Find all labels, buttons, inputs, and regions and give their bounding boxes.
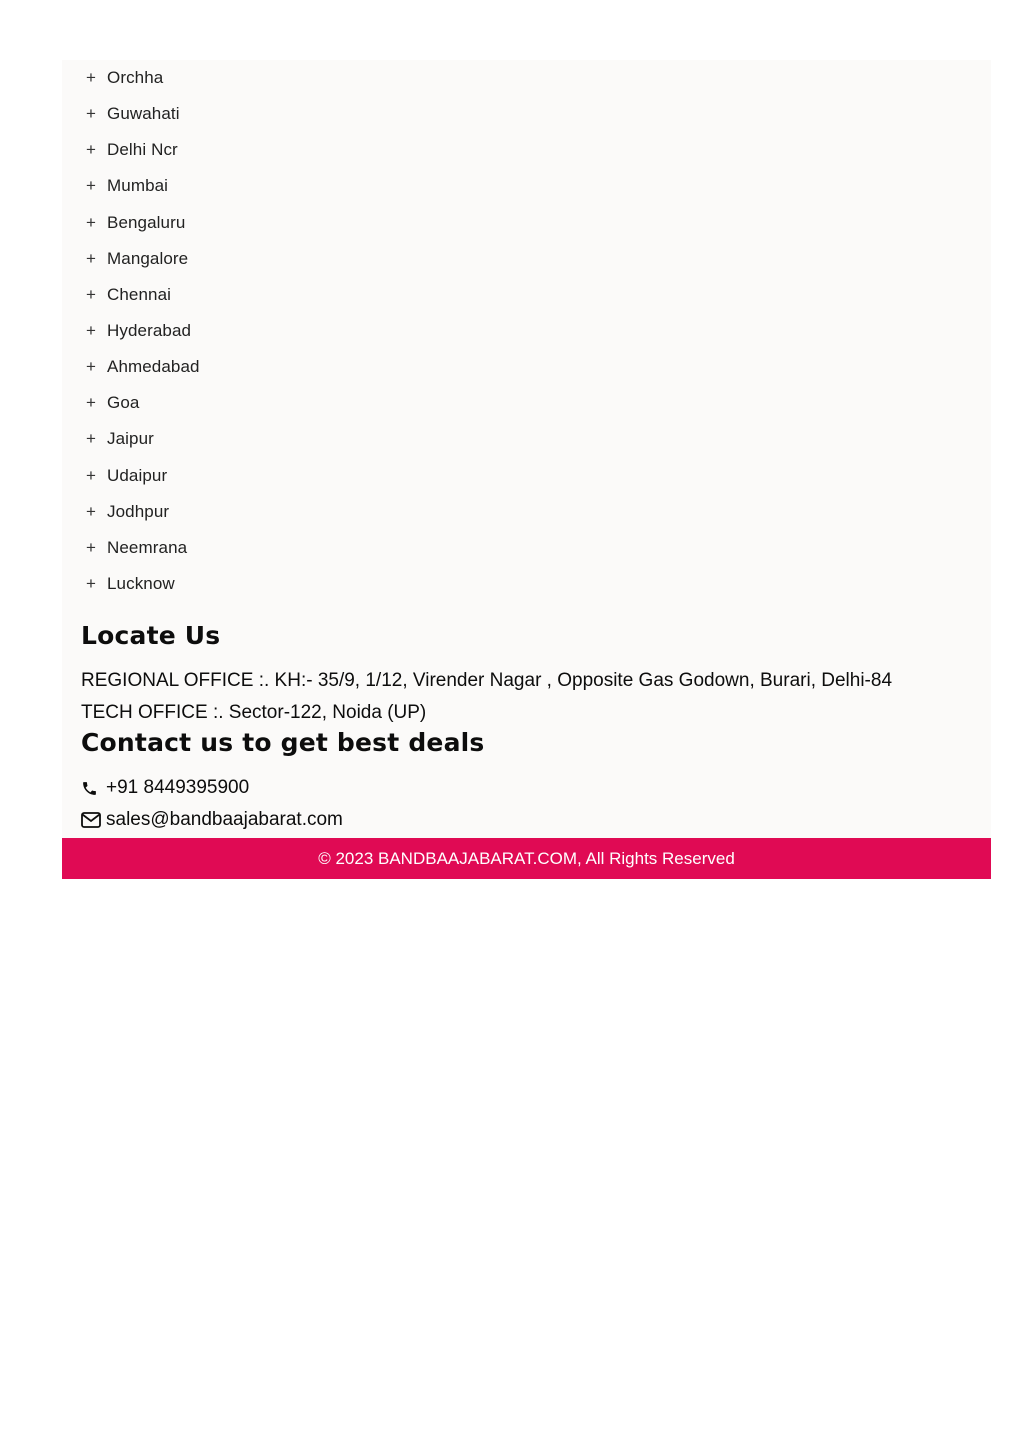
city-link-bengaluru[interactable] [86, 205, 200, 241]
plus-icon: + [86, 212, 96, 232]
plus-icon: + [86, 501, 96, 521]
envelope-icon [81, 810, 103, 830]
footer-panel [62, 60, 991, 838]
city-link-jodhpur[interactable] [86, 494, 200, 530]
plus-icon: + [86, 537, 96, 557]
city-link-goa[interactable] [86, 385, 200, 421]
city-link-guwahati[interactable] [86, 96, 200, 132]
plus-icon: + [86, 68, 96, 88]
city-name: Goa [107, 393, 140, 413]
plus-icon: + [86, 321, 96, 341]
tech-office-address: TECH OFFICE :. Sector-122, Noida (UP) [81, 702, 427, 723]
regional-office-address: REGIONAL OFFICE :. KH:- 35/9, 1/12, Virender Nagar , Opposite Gas Godown, Burari, Delhi-84 [81, 670, 893, 691]
copyright-bar [62, 838, 991, 879]
city-name: Bengaluru [107, 212, 186, 232]
city-link-hyderabad[interactable] [86, 313, 200, 349]
city-link-jaipur[interactable] [86, 421, 200, 457]
city-link-mumbai[interactable] [86, 168, 200, 204]
city-link-mangalore[interactable] [86, 241, 200, 277]
city-link-ahmedabad[interactable] [86, 349, 200, 385]
contact-heading: Contact us to get best deals [81, 728, 485, 757]
copyright-text: © 2023 BANDBAAJABARAT.COM, All Rights Reserved [318, 848, 735, 868]
email-link[interactable]: sales@bandbaajabarat.com [106, 809, 343, 830]
city-link-udaipur[interactable] [86, 458, 200, 494]
city-link-delhi-ncr[interactable] [86, 132, 200, 168]
plus-icon: + [86, 429, 96, 449]
city-name: Udaipur [107, 465, 168, 485]
plus-icon: + [86, 284, 96, 304]
phone-link[interactable]: +91 8449395900 [106, 777, 250, 798]
city-link-chennai[interactable] [86, 277, 200, 313]
locate-us-heading: Locate Us [81, 621, 221, 650]
plus-icon: + [86, 357, 96, 377]
city-link-orchha[interactable] [86, 60, 200, 96]
city-link-neemrana[interactable] [86, 530, 200, 566]
city-name: Chennai [107, 284, 172, 304]
city-link-lucknow[interactable] [86, 566, 200, 602]
plus-icon: + [86, 574, 96, 594]
city-name: Hyderabad [107, 321, 192, 341]
phone-contact[interactable] [81, 777, 249, 799]
plus-icon: + [86, 140, 96, 160]
email-contact[interactable] [81, 809, 343, 831]
plus-icon: + [86, 248, 96, 268]
phone-icon [81, 778, 103, 798]
plus-icon: + [86, 176, 96, 196]
city-name: Lucknow [107, 574, 175, 594]
plus-icon: + [86, 465, 96, 485]
city-name: Ahmedabad [107, 357, 200, 377]
plus-icon: + [86, 393, 96, 413]
city-name: Mangalore [107, 248, 189, 268]
city-name: Neemrana [107, 537, 188, 557]
city-name: Orchha [107, 68, 164, 88]
plus-icon: + [86, 104, 96, 124]
city-name: Jaipur [107, 429, 154, 449]
city-name: Jodhpur [107, 501, 170, 521]
city-name: Delhi Ncr [107, 140, 178, 160]
city-list [86, 60, 200, 602]
city-name: Mumbai [107, 176, 169, 196]
city-name: Guwahati [107, 104, 180, 124]
